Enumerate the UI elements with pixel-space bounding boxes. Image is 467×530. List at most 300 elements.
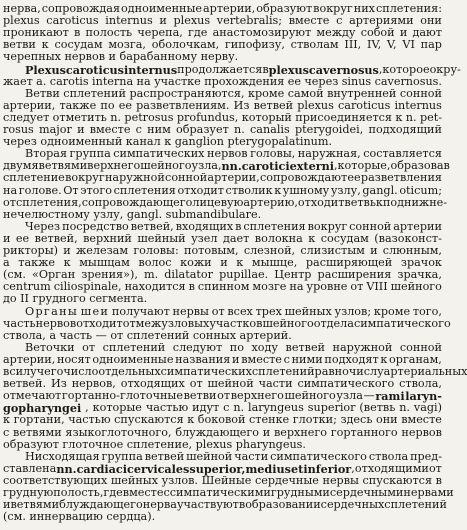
word: vagi): [413, 401, 442, 415]
word: окру-: [429, 62, 461, 76]
word: пред-: [410, 449, 442, 463]
word: plexus: [3, 14, 40, 28]
word: верхний: [83, 231, 132, 245]
word: артерии,: [203, 2, 256, 15]
word: сплетения,: [15, 195, 82, 209]
word: ее: [118, 98, 132, 112]
word: названия: [175, 352, 231, 366]
word: (см.: [3, 510, 26, 524]
word: от: [350, 280, 364, 294]
word: входящих: [175, 219, 234, 233]
word: Ветви: [25, 86, 60, 100]
word: нервов: [207, 147, 248, 161]
word: головы,: [250, 147, 296, 161]
word: с: [336, 14, 343, 28]
word: артерий.: [239, 328, 292, 342]
word: а: [3, 256, 10, 270]
word: шейных: [110, 473, 159, 487]
word: артерии,: [3, 98, 56, 112]
word: а: [49, 328, 56, 342]
word: шейной: [186, 449, 233, 463]
word: ,: [85, 401, 89, 415]
word: в: [435, 473, 442, 487]
word: ветвями: [13, 425, 62, 439]
word: следует: [3, 110, 50, 124]
word: centrum: [3, 280, 51, 294]
word: отходит: [76, 316, 123, 330]
word: посредство: [62, 219, 129, 233]
word: к: [308, 231, 316, 245]
word: симпатических: [113, 147, 205, 161]
word: одноименные: [121, 2, 203, 15]
word: canalis: [250, 123, 290, 136]
word: ее: [287, 74, 301, 88]
word: pet-: [419, 110, 442, 124]
word: одноименный: [40, 135, 123, 149]
word: сердечными: [329, 486, 404, 499]
word: число: [63, 365, 99, 378]
word: сплетение: [3, 171, 65, 185]
word: Органы: [25, 304, 79, 318]
word: сплетения: [243, 219, 306, 233]
word: нервов: [35, 316, 77, 330]
word: в: [74, 26, 81, 40]
word: сплетения:: [375, 2, 442, 15]
word: plexus: [297, 98, 334, 112]
word: ставлена: [3, 461, 57, 475]
word: profundus,: [176, 110, 239, 124]
word: на: [3, 183, 18, 197]
word: артерии,: [207, 171, 260, 185]
word: от: [82, 340, 96, 354]
word: которое: [382, 62, 430, 76]
word: ее: [347, 171, 361, 185]
word: в: [235, 219, 242, 233]
word: через: [304, 74, 339, 88]
word: волокна: [254, 231, 303, 245]
word: зрачок: [400, 256, 442, 270]
word: нервы: [172, 304, 209, 318]
word: оболочкам,: [151, 38, 220, 52]
word: того,: [412, 304, 442, 318]
word: узлу,: [330, 183, 361, 197]
word: артерию,: [243, 195, 298, 209]
word: шейного: [284, 389, 336, 403]
word: наружная,: [297, 147, 361, 161]
word: группа: [101, 449, 143, 463]
word: симпатического: [353, 316, 451, 330]
word: ветвей,: [130, 219, 174, 233]
word: спускаются: [114, 413, 184, 427]
word: От: [63, 183, 79, 197]
word: образовав: [390, 159, 450, 173]
word: блуждающего: [175, 425, 259, 439]
word: ветвь: [344, 195, 376, 209]
word: n.: [405, 110, 417, 124]
word: и: [63, 244, 71, 257]
word: laryngeus: [248, 401, 304, 415]
word: сосудам: [320, 231, 369, 245]
word: нечелюстному: [3, 207, 90, 221]
word: к: [274, 183, 282, 197]
word: артерии: [393, 219, 442, 233]
word: Из: [50, 377, 67, 391]
word: сердца).: [106, 510, 156, 524]
word: сплетений: [126, 328, 190, 342]
word: расширения: [317, 268, 392, 282]
word: канал: [125, 135, 161, 149]
word: образовании: [245, 498, 321, 512]
word: (ветвь: [359, 401, 396, 415]
word: ветви: [3, 38, 36, 52]
word: артериальных: [383, 365, 467, 378]
word: laryn-: [405, 389, 442, 404]
word: сонной: [165, 171, 208, 185]
word: которые: [92, 401, 142, 415]
word: силу: [9, 365, 37, 378]
word: железам: [75, 244, 129, 257]
word: plexus: [268, 62, 309, 77]
word: и: [232, 352, 240, 366]
word: анастомозируют: [212, 26, 312, 40]
word: грудную: [3, 486, 54, 499]
word: полость: [85, 26, 133, 40]
word: жает: [3, 74, 33, 88]
word: сплетений: [102, 340, 166, 354]
word: (см.: [3, 268, 26, 282]
word: вместе: [122, 486, 164, 499]
word: gangl.: [126, 207, 163, 221]
word: стволам: [290, 38, 339, 52]
word: major: [39, 123, 72, 136]
word: и: [77, 123, 85, 136]
word: разветвления: [360, 171, 442, 185]
word: Шейные: [201, 473, 252, 487]
word: et: [291, 461, 304, 476]
word: отходящими: [354, 461, 429, 475]
word: от: [211, 304, 225, 318]
word: от: [110, 328, 124, 342]
word: также: [18, 256, 56, 270]
word: шеи: [80, 304, 110, 318]
word: частью: [145, 401, 189, 415]
word: с: [163, 486, 170, 499]
word: головы:: [133, 244, 179, 257]
word: гипофизу,: [224, 38, 285, 52]
word: симпатического: [270, 449, 367, 463]
word: Вторая: [25, 147, 68, 161]
word: мозга,: [108, 38, 146, 52]
word: в: [3, 365, 10, 378]
word: распространяются,: [129, 86, 245, 100]
word: inferior: [303, 461, 352, 476]
word: ветви: [183, 389, 217, 403]
word: спускаются: [362, 473, 433, 487]
word: разветвлениям.: [136, 98, 230, 112]
word: зрения»),: [81, 268, 138, 282]
word: органам,: [389, 352, 442, 366]
word: сердечные: [254, 473, 319, 487]
word: pterygoidei,: [294, 123, 364, 136]
word: двумя: [3, 159, 39, 173]
word: ветвей: [285, 340, 326, 354]
word: internus: [394, 98, 442, 112]
word: superior,: [189, 461, 246, 476]
word: грудного: [32, 292, 86, 306]
word: отмечают: [3, 389, 62, 403]
word: языкоглоточного,: [65, 425, 172, 439]
word: Центр: [274, 268, 312, 282]
word: pterygopalatinum.: [227, 135, 333, 149]
word: ветвей,: [34, 231, 78, 245]
word: ,: [351, 461, 355, 475]
word: части: [234, 449, 269, 463]
word: сопровождая: [41, 2, 121, 15]
word: nn.: [221, 159, 242, 174]
word: узел: [191, 231, 218, 245]
word: слезной,: [243, 244, 296, 257]
word: на: [289, 280, 304, 294]
word: наружной: [104, 171, 165, 185]
word: по: [229, 340, 244, 354]
word: ,: [378, 62, 383, 76]
word: II: [20, 292, 29, 306]
word: этого: [80, 183, 113, 197]
word: верхнего: [230, 389, 284, 403]
word: группа: [69, 147, 111, 161]
word: одноименные: [92, 352, 174, 366]
word: с: [135, 123, 142, 136]
word: потовым,: [183, 244, 239, 257]
word: и: [399, 26, 408, 40]
word: вокруг: [307, 219, 348, 233]
text-line: [3, 510, 442, 524]
word: проникают: [3, 26, 69, 40]
word: medius: [245, 461, 291, 476]
word: n.: [110, 110, 122, 124]
word: сегмента.: [89, 292, 148, 306]
word: они: [420, 14, 442, 28]
word: собой: [360, 26, 395, 40]
word: ветвей.: [3, 377, 47, 391]
word: pupillae.: [219, 268, 269, 282]
word: Нисходящая: [25, 449, 100, 463]
word: (вазоконст-: [374, 231, 442, 245]
word: ciliospinale,: [53, 280, 122, 294]
word: гортани,: [13, 413, 65, 427]
word: симпатического: [297, 377, 395, 391]
word: голове.: [18, 183, 62, 197]
word: internus: [105, 14, 153, 28]
word: «Орган: [31, 268, 76, 282]
word: сплетений: [63, 86, 126, 100]
word: ствола,: [3, 328, 46, 342]
word: образуют: [256, 2, 313, 15]
word: участков: [209, 316, 263, 330]
word: ее: [15, 231, 30, 245]
word: уровне: [306, 280, 348, 294]
word: грудными: [270, 486, 330, 499]
word: здесь: [340, 413, 373, 427]
word: мышце,: [251, 256, 298, 270]
word: и: [220, 256, 228, 270]
word: симпатическими: [169, 486, 271, 499]
word: vertebralis;: [216, 14, 283, 28]
word: носят: [56, 352, 91, 366]
word: кроме: [248, 86, 285, 100]
word: ствола,: [399, 377, 442, 391]
word: образуют: [3, 437, 59, 451]
word: шейного: [262, 316, 314, 330]
word: шейный: [137, 231, 186, 245]
word: sinus: [341, 74, 372, 88]
word: частью: [68, 413, 111, 427]
word: к: [63, 256, 71, 270]
word: ушному: [282, 183, 330, 197]
word: Plexus: [25, 62, 66, 77]
word: составляется: [363, 147, 442, 161]
word: нервов: [64, 50, 106, 64]
word: сонных: [192, 328, 237, 342]
word: rosus: [3, 123, 34, 136]
word: externi: [289, 159, 334, 174]
word: вместе: [401, 413, 442, 427]
word: III,: [344, 38, 362, 52]
word: идут: [192, 401, 220, 415]
word: иннервацию: [29, 510, 103, 524]
word: сосудам: [54, 38, 103, 52]
word: от: [3, 195, 16, 209]
word: caroticus: [65, 62, 124, 77]
word: нервы: [322, 473, 359, 487]
word: отметить: [52, 110, 107, 124]
word: с: [283, 352, 290, 366]
word: мозге: [252, 280, 287, 294]
word: petrosus: [124, 110, 174, 124]
word: часть: [3, 316, 36, 330]
word: plexus: [195, 437, 233, 451]
word: также: [59, 98, 97, 112]
word: gopharyngei: [3, 401, 82, 416]
word: подходящий: [368, 123, 442, 136]
word: rami: [375, 389, 405, 404]
word: всех: [227, 304, 253, 318]
word: по: [100, 98, 115, 112]
word: которые,: [337, 159, 391, 173]
word: сплетение,: [126, 437, 193, 451]
word: вместе: [288, 14, 330, 28]
word: на: [136, 74, 151, 88]
word: и: [3, 498, 11, 512]
word: pharyngeus.: [235, 437, 306, 451]
word: cavernosus.: [374, 74, 442, 88]
word: к: [375, 195, 383, 209]
word: —: [95, 328, 107, 342]
word: наружной: [332, 340, 393, 354]
word: отдела: [313, 316, 354, 330]
word: узла: [336, 389, 363, 403]
word: с: [3, 425, 10, 439]
word: узлу,: [93, 207, 124, 221]
word: рикторы): [3, 244, 58, 257]
word: стволик: [225, 183, 273, 197]
word: отходящих: [120, 377, 185, 391]
word: прохождения: [204, 74, 285, 88]
word: Из: [233, 98, 250, 112]
word: самой: [287, 86, 324, 100]
word: отходит: [177, 183, 224, 197]
word: submandibulare.: [165, 207, 262, 221]
word: к: [164, 135, 172, 149]
word: к: [395, 110, 403, 124]
word: глоточное: [62, 437, 124, 451]
word: сплетения: [113, 183, 176, 197]
word: caroticus: [46, 14, 99, 28]
word: узлов.: [161, 473, 198, 487]
word: ,: [333, 159, 338, 173]
word: в: [188, 280, 195, 294]
word: черепа,: [137, 26, 183, 40]
word: сопровождающего: [81, 195, 193, 209]
word: и: [108, 50, 116, 64]
word: cavernosus: [308, 62, 379, 77]
word: ними: [291, 352, 323, 366]
word: продолжается: [177, 62, 263, 76]
word: dilatator: [164, 268, 213, 282]
word: с: [223, 401, 230, 415]
word: следуют: [172, 340, 223, 354]
word: глотки;: [292, 413, 337, 427]
word: слюнным,: [382, 244, 442, 257]
word: вместе: [89, 123, 131, 136]
word: ним: [147, 123, 171, 136]
word: который: [241, 110, 292, 124]
word: —: [363, 389, 375, 403]
word: барабанному: [119, 50, 198, 64]
word: от: [217, 389, 231, 403]
word: верхнего: [87, 159, 141, 173]
word: сонной: [399, 86, 442, 100]
word: ствола: [368, 449, 409, 463]
word: участвуют: [176, 498, 239, 512]
word: мышцам: [79, 256, 130, 270]
word: и: [159, 14, 167, 28]
word: зрачка,: [397, 268, 442, 282]
word: отходит: [297, 195, 345, 209]
word: gangl.: [362, 183, 398, 197]
word: superior: [307, 401, 356, 415]
word: волос: [138, 256, 172, 270]
word: n.: [234, 123, 245, 136]
word: равно: [314, 365, 349, 378]
word: где: [188, 26, 208, 40]
word: шейной: [207, 377, 254, 391]
word: и: [370, 244, 378, 257]
word: отдельных: [98, 365, 161, 378]
word: сердечных: [320, 498, 385, 512]
word: спинном: [197, 280, 250, 294]
word: cardiaci: [76, 461, 127, 476]
word: гортанного: [330, 425, 398, 439]
word: ветвей: [144, 449, 185, 463]
word: образует: [176, 123, 229, 136]
word: чего: [36, 365, 64, 378]
word: внутренней: [327, 86, 397, 100]
word: между: [316, 26, 356, 40]
word: вокруг: [313, 2, 353, 15]
word: узла,: [191, 159, 222, 173]
word: caroticus: [338, 98, 391, 112]
